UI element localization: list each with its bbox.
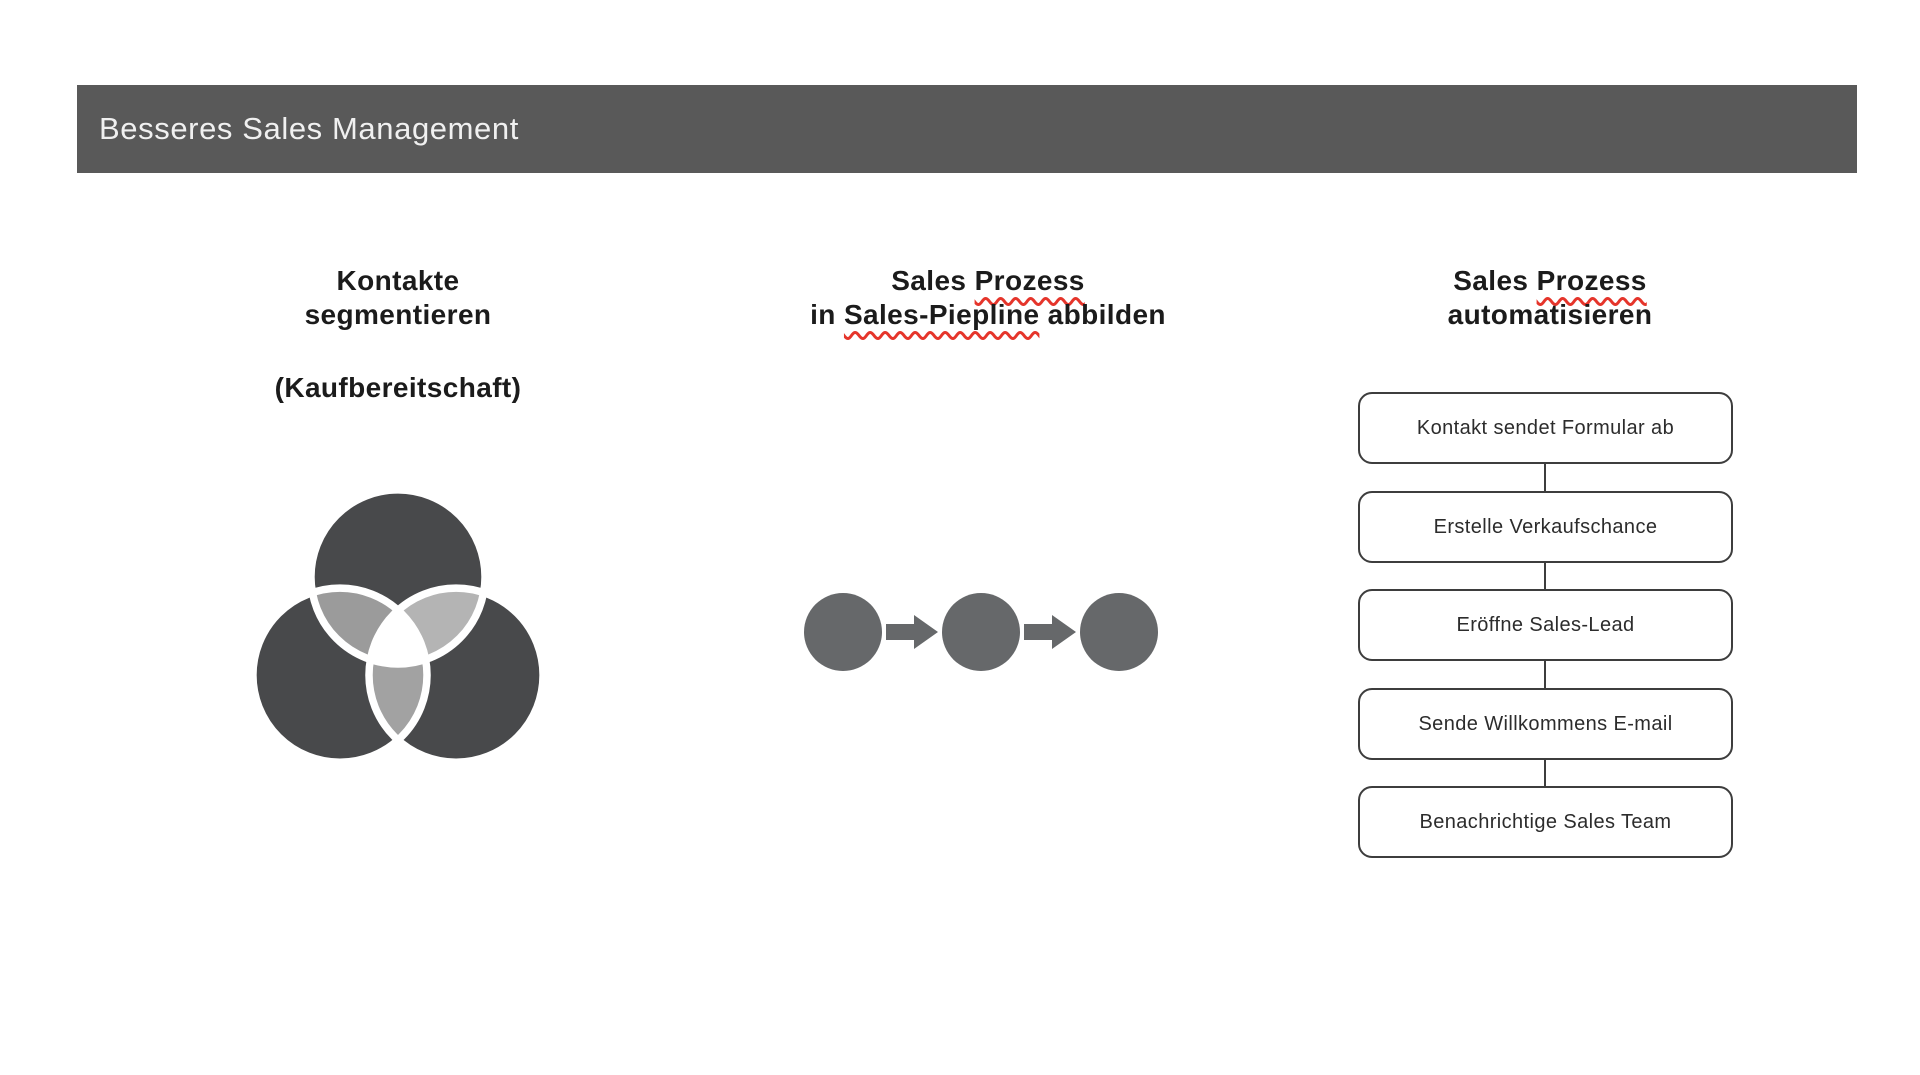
header-bar — [77, 85, 1857, 173]
flow-step — [1358, 786, 1733, 858]
misspelled-word: Prozess — [974, 265, 1085, 296]
title-text: segmentieren — [304, 299, 492, 330]
title-text: automatisieren — [1447, 299, 1653, 330]
flow-step-label: Kontakt sendet Formular ab — [1416, 416, 1675, 439]
slide-title: Besseres Sales Management — [99, 111, 519, 146]
venn-svg — [248, 488, 548, 780]
pipeline-step-circle-2 — [942, 593, 1020, 671]
flow-step-label: Erstelle Verkaufschance — [1433, 515, 1658, 538]
misspelled-word: Prozess — [1536, 265, 1647, 296]
title-text: Sales — [891, 265, 975, 296]
title-text: Sales — [1453, 265, 1537, 296]
column-title-left — [138, 264, 658, 332]
pipeline-svg — [803, 592, 1159, 672]
pipeline-step-circle-3 — [1080, 593, 1158, 671]
flow-step — [1358, 491, 1733, 563]
arrow-right-icon — [1024, 615, 1076, 649]
column-title-middle — [728, 264, 1248, 332]
column-title-right — [1290, 264, 1810, 332]
title-text: abbilden — [1039, 299, 1166, 330]
venn-diagram — [248, 488, 548, 780]
flow-step — [1358, 589, 1733, 661]
arrow-right-icon — [886, 615, 938, 649]
pipeline-step-circle-1 — [804, 593, 882, 671]
title-text: in — [810, 299, 844, 330]
flow-step-label: Sende Willkommens E-mail — [1418, 712, 1673, 735]
title-text: Kontakte — [336, 265, 460, 296]
sales-pipeline-diagram — [803, 592, 1159, 672]
flow-step-label: Eröffne Sales-Lead — [1456, 613, 1635, 636]
column-subtitle-left: (Kaufbereitschaft) — [274, 372, 522, 403]
flow-step — [1358, 688, 1733, 760]
flow-step — [1358, 392, 1733, 464]
flow-step-label: Benachrichtige Sales Team — [1419, 810, 1672, 833]
misspelled-word: Sales-Piepline — [843, 299, 1040, 330]
